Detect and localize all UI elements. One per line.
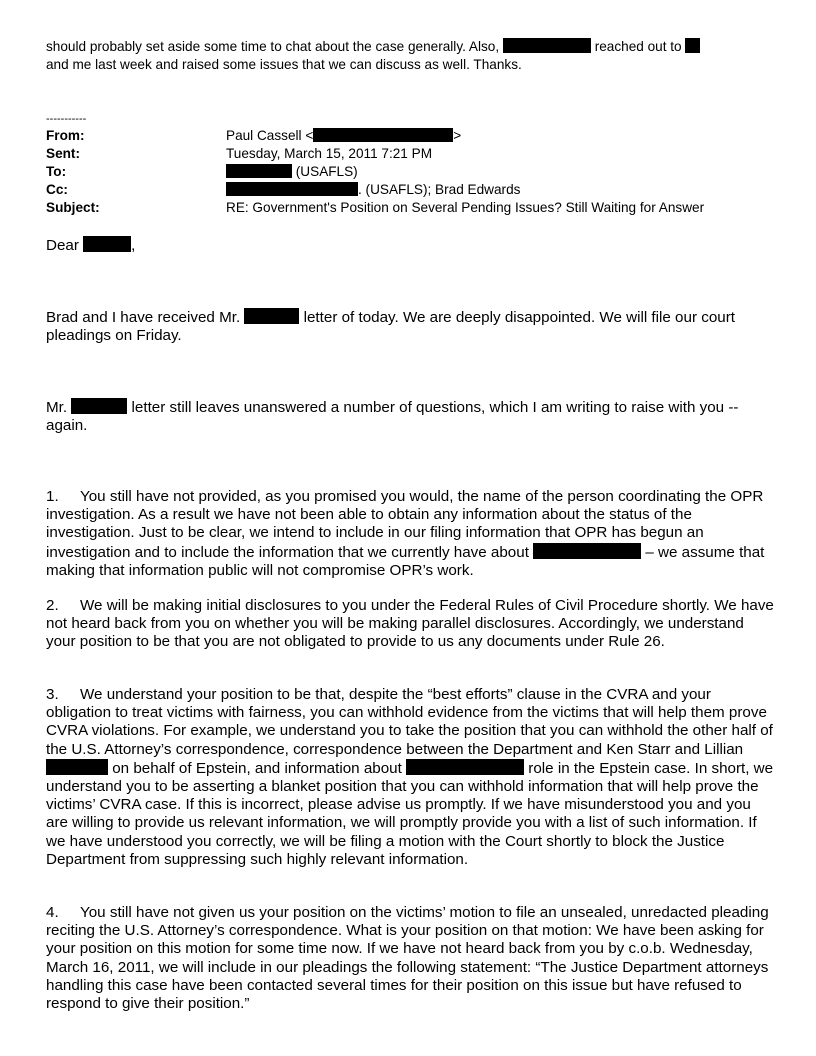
redaction-box (533, 543, 641, 559)
sent-label: Sent: (46, 146, 80, 161)
item-number: 3. (46, 686, 59, 703)
cc-value: . (USAFLS); Brad Edwards (226, 181, 520, 199)
redaction-box (83, 236, 131, 252)
subject-value: RE: Government's Position on Several Pending Issues? Still Waiting for Answer (226, 200, 705, 215)
numbered-item-2: 2. We will be making initial disclosures to you under the Federal Rules of Civil Procedure shortly. We have not heard back from you on whether you will be making parallel disclosures. Accordingly, we understand your position to be that you are not obligated to provide to us any documents under Rule 26. (46, 597, 774, 651)
redaction-box (46, 759, 108, 775)
salutation: Dear , (46, 237, 136, 254)
sent-value: Tuesday, March 15, 2011 7:21 PM (226, 146, 433, 161)
item-number: 2. (46, 597, 59, 614)
top-note (46, 38, 786, 73)
subject-label: Subject: (46, 200, 100, 215)
redaction-box (313, 128, 453, 142)
redaction-box (71, 398, 127, 414)
from-value: Paul Cassell < > (226, 128, 462, 143)
paragraph-1: Brad and I have received Mr. letter of today. We are deeply disappointed. We will file our court pleadings on Friday. (46, 309, 735, 345)
redaction-box (226, 164, 292, 178)
numbered-item-1: 1. You still have not provided, as you promised you would, the name of the person coordinating the OPR investigation. As a result we have not been able to obtain any information about the status of the investigation. Just to be clear, we intend to include in our filing information that OPR has begun an investigation and to include the information that we currently have about – we assume that making that information public will not compromise OPR’s work. (46, 488, 765, 579)
redaction-box (503, 38, 591, 53)
item-number: 1. (46, 488, 59, 505)
cc-label: Cc: (46, 182, 68, 197)
from-label: From: (46, 128, 85, 143)
top-note-line-2: and me last week and raised some issues that we can discuss as well. Thanks. (46, 56, 522, 72)
header-separator: ----------- (46, 113, 87, 125)
to-label: To: (46, 164, 67, 179)
redaction-box (226, 182, 358, 196)
item-number: 4. (46, 904, 59, 921)
to-value: (USAFLS) (226, 163, 358, 181)
redaction-box (685, 38, 700, 53)
paragraph-2: Mr. letter still leaves unanswered a number of questions, which I am writing to raise with you -- again. (46, 399, 739, 435)
top-note-line-1: should probably set aside some time to chat about the case generally. Also, reached out to (46, 38, 786, 56)
redaction-box (406, 759, 524, 775)
numbered-item-3: 3. We understand your position to be that, despite the “best efforts” clause in the CVRA and your obligation to treat victims with fairness, you can withhold evidence from the victims that will help them prove CVRA violations. For example, we understand you to take the position that you can withhold the other half of the U.S. Attorney’s correspondence, correspondence between the Department and Ken Starr and Lillian on behalf of Epstein, and information about role in the Epstein case. In short, we understand you to be asserting a blanket position that you can withhold information that will help prove the victims’ CVRA case. If this is incorrect, please advise us promptly. If we have misunderstood you and you are willing to provide us relevant information, we will promptly provide you with a list of such information. If we have understood you correctly, we will be filing a motion with the Court shortly to block the Justice Department from suppressing such highly relevant information. (46, 686, 774, 868)
numbered-item-4: 4. You still have not given us your position on the victims’ motion to file an unsealed, unredacted pleading reciting the U.S. Attorney’s correspondence. What is your position on that motion: We have been asking for your position on this motion for some time now. If we have not heard back from you by c.o.b. Wednesday, March 16, 2011, we will include in our pleadings the following statement: “The Justice Department attorneys handling this case have been contacted several times for their position on this issue but have refused to respond to give their position.” (46, 904, 769, 1013)
redaction-box (244, 308, 299, 324)
